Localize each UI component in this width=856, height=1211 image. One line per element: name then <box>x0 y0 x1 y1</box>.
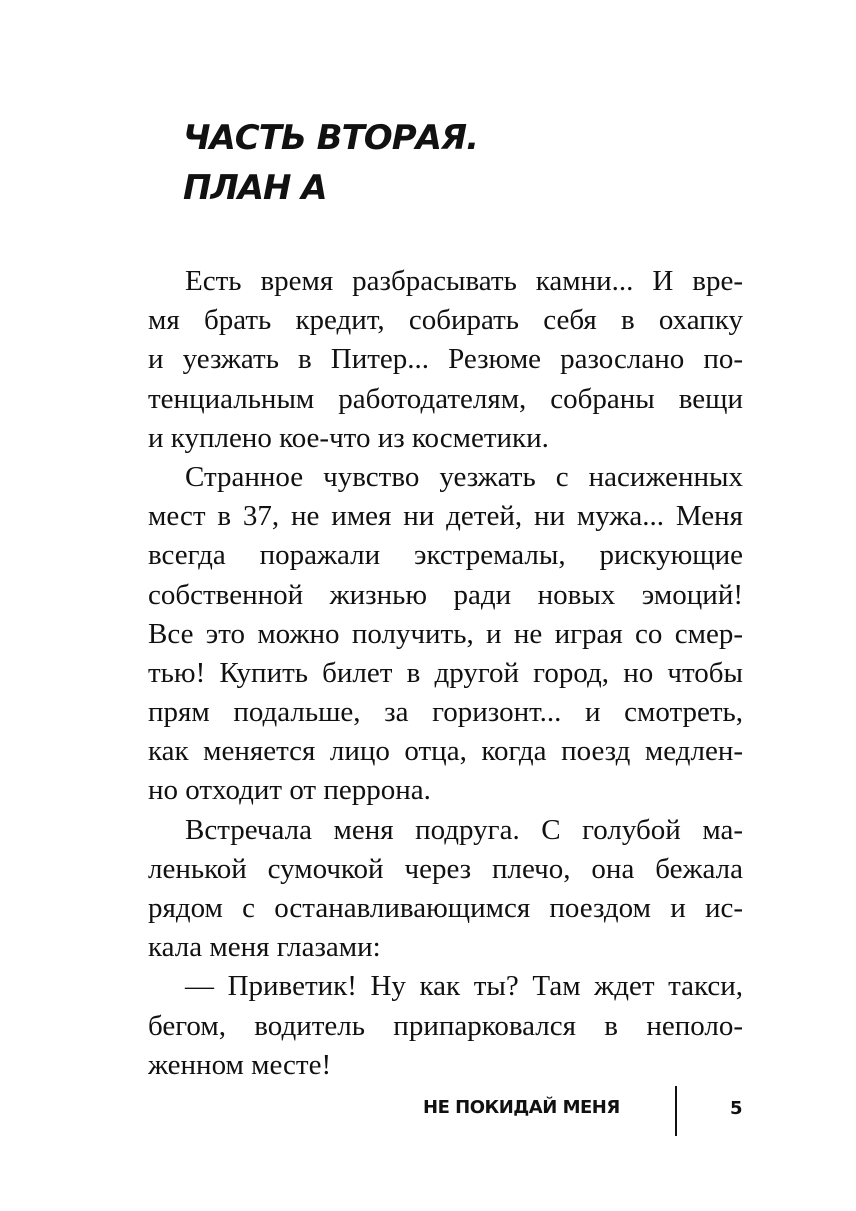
text-line: ленькой сумочкой через плечо, она бежала <box>148 852 743 885</box>
text-line: рядом с останавливающимся поездом и ис- <box>148 892 743 924</box>
text-line: Странное чувство уезжать с насиженных <box>185 460 743 493</box>
text-line: собственной жизнью ради новых эмоций! <box>148 578 743 611</box>
text-line: бегом, водитель припарковался в неполо- <box>148 1009 743 1042</box>
text-line: женном месте! <box>148 1048 332 1081</box>
text-line: но отходит от перрона. <box>148 774 431 807</box>
text-line: тенциальным работодателям, собраны вещи <box>148 382 743 415</box>
text-line: Встречала меня подруга. С голубой ма- <box>185 813 743 846</box>
text-line: Все это можно получить, и не играя со смер- <box>148 617 743 650</box>
text-line: всегда поражали экстремалы, рискующие <box>148 539 743 572</box>
text-line: Есть время разбрасывать камни... И вре- <box>185 265 743 297</box>
running-footer-title: НЕ ПОКИДАЙ МЕНЯ <box>423 1097 620 1118</box>
text-line: и куплено кое-что из косметики. <box>148 421 549 454</box>
chapter-title-line-1: ЧАСТЬ ВТОРАЯ. <box>183 118 479 158</box>
body-text <box>148 262 743 1085</box>
page-number: 5 <box>730 1098 743 1119</box>
text-line: тью! Купить билет в другой город, но чтобы <box>148 656 743 689</box>
chapter-title-line-2: ПЛАН А <box>183 168 327 208</box>
text-line: прям подальше, за горизонт... и смотреть, <box>148 696 743 729</box>
text-line: как меняется лицо отца, когда поезд медлен- <box>148 735 743 768</box>
text-line: мест в 37, не имея ни детей, ни мужа... Меня <box>148 500 743 533</box>
text-line: мя брать кредит, собирать себя в охапку <box>148 304 743 337</box>
text-line: и уезжать в Питер... Резюме разослано по- <box>148 343 743 376</box>
chapter-title <box>183 113 478 213</box>
text-line: — Приветик! Ну как ты? Там ждет такси, <box>185 970 743 1003</box>
footer-divider <box>675 1086 677 1136</box>
text-line: кала меня глазами: <box>148 931 381 964</box>
